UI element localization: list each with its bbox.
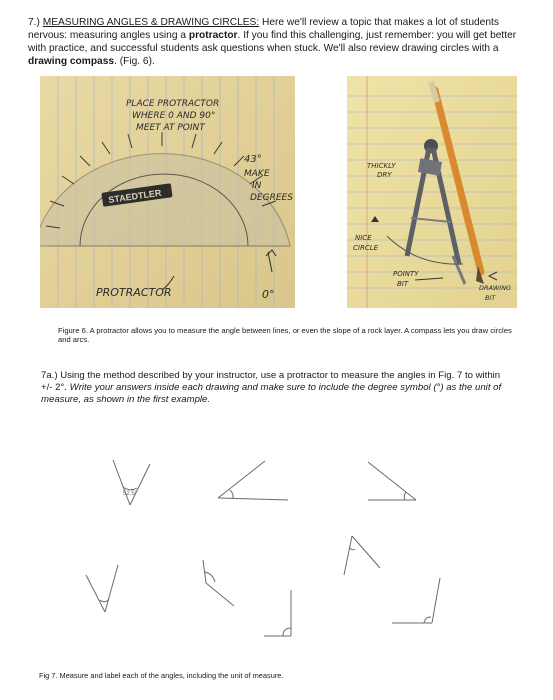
protractor-term: protractor xyxy=(188,30,238,41)
note-degrees: DEGREES xyxy=(250,193,293,203)
compass-term: drawing compass xyxy=(28,56,115,67)
figure-7-caption: Fig 7. Measure and label each of the angles, including the unit of measure. xyxy=(39,671,284,680)
angle-7 xyxy=(264,590,291,636)
protractor-label: PROTRACTOR xyxy=(96,286,172,299)
figure-7-angles xyxy=(0,440,553,660)
label-dry: DRY xyxy=(377,171,392,179)
angle-value: 43° xyxy=(244,154,262,165)
angle-1-example xyxy=(113,460,150,505)
label-pointy: POINTY xyxy=(393,270,419,278)
angle-2 xyxy=(218,461,288,500)
label-circle: CIRCLE xyxy=(353,244,379,252)
angle-5 xyxy=(86,565,118,612)
label-drawing-bit: BIT xyxy=(485,294,496,302)
protractor-photo-image xyxy=(40,76,295,308)
label-nice: NICE xyxy=(355,234,372,242)
label-thickly: THICKLY xyxy=(367,162,396,170)
angle-8 xyxy=(392,578,440,623)
question-7a-instructions: Write your answers inside each drawing and make sure to include the degree symbol (°) as the unit of measure, as shown in the first example. xyxy=(41,381,502,405)
question-heading: MEASURING ANGLES & DRAWING CIRCLES: xyxy=(42,17,260,28)
compass-photo-image xyxy=(347,76,517,308)
compass-photo xyxy=(347,76,517,308)
label-pointy-bit: BIT xyxy=(397,280,409,288)
zero-degree-label: 0° xyxy=(262,288,275,301)
protractor-brand: STAEDTLER xyxy=(107,187,162,205)
figure-6 xyxy=(40,72,520,312)
angle-4 xyxy=(344,536,380,575)
note-meet: MEET AT POINT xyxy=(136,123,205,133)
figure-6-caption: Figure 6. A protractor allows you to measure the angle between lines, or even the slope of a rock layer. A compass lets you draw circles and arcs. xyxy=(58,326,512,345)
angle-6 xyxy=(203,560,234,606)
note-make: MAKE xyxy=(244,169,270,179)
question-7a: 7a.) Using the method described by your instructor, use a protractor to measure the angles in Fig. 7 to within +/- 2°. Write your answers inside each drawing and make sure to include the degree symbol (°) as the unit of measure, as shown in the first example. xyxy=(41,370,502,405)
note-where: WHERE 0 AND 90° xyxy=(132,111,216,121)
note-in: IN xyxy=(252,181,262,191)
question-7-intro: 7.) MEASURING ANGLES & DRAWING CIRCLES: Here we'll review a topic that makes a lot of students nervous: measuring angles using a protractor. If you find this challenging, just remember: you will get better with practice, and successful students ask questions when stuck. We'll also review drawing circles with a drawing compass. (Fig. 6). xyxy=(28,17,517,67)
note-place-protractor: PLACE PROTRACTOR xyxy=(126,99,220,109)
question-number: 7.) xyxy=(28,17,40,28)
example-answer: 52.5° xyxy=(123,491,138,497)
label-drawing: DRAWING xyxy=(479,284,512,292)
angle-3 xyxy=(368,462,416,500)
protractor-photo xyxy=(40,76,295,308)
